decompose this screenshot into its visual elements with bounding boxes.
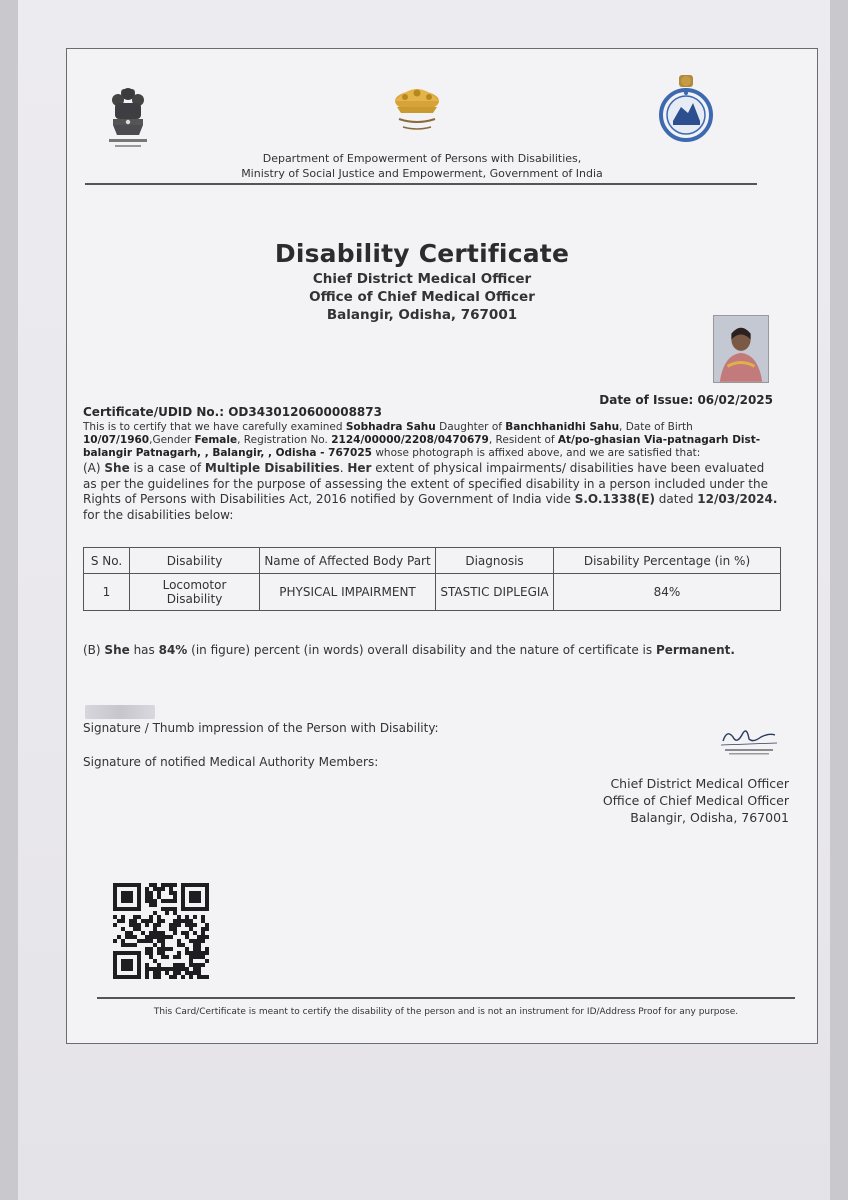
header-divider — [85, 183, 757, 185]
odisha-emblem-icon — [385, 83, 449, 135]
disability-statement-a: (A) She is a case of Multiple Disabilities. Her extent of physical impairments/ disabilities have been evaluated as per the guidelines for the purpose of assessing the extent of specified disability in a person included under the Rights of Persons with Disabilities Act, 2016 notified by Government of India vide S.O.1338(E) dated 12/03/2024. for the disabilities below: — [83, 461, 778, 522]
table-header-row — [84, 548, 781, 574]
disability-table — [83, 547, 781, 611]
cell-diagnosis: STASTIC DIPLEGIA — [436, 574, 554, 611]
odisha-seal-icon — [655, 73, 717, 143]
certification-statement: This is to certify that we have carefully examined Sobhadra Sahu Daughter of Banchhanidhi Sahu, Date of Birth 10/07/1960,Gender Female, Registration No. 2124/00000/2208/0470679, Resident of At/po-ghasian Via-patnagarh Dist-balangir Patnagarh, , Balangir, , Odisha - 767025 whose photograph is affixed above, and we are satisfied that: — [83, 421, 761, 459]
issue-date — [547, 393, 773, 407]
disability-statement-b: (B) She has 84% (in figure) percent (in words) overall disability and the nature of certificate is Permanent. — [83, 643, 735, 657]
certificate-number — [83, 405, 382, 419]
overall-percentage: 84% — [158, 643, 188, 657]
cell-sno: 1 — [84, 574, 130, 611]
page-title: Disability Certificate — [274, 239, 570, 268]
certificate-card — [66, 48, 818, 1044]
department-line: Department of Empowerment of Persons with Disabilities, — [262, 152, 582, 165]
table-row — [84, 574, 781, 611]
column-header: Name of Affected Body Part — [260, 548, 436, 574]
issuing-authority — [527, 775, 789, 826]
issuer-address: Balangir, Odisha, 767001 — [326, 307, 518, 323]
column-header: Disability Percentage (in %) — [554, 548, 781, 574]
disability-case: Multiple Disabilities — [204, 461, 340, 475]
authority-title: Chief District Medical Officer — [610, 776, 789, 791]
column-header: Diagnosis — [436, 548, 554, 574]
ministry-line: Ministry of Social Justice and Empowerment, Government of India — [241, 167, 603, 180]
authority-address: Balangir, Odisha, 767001 — [630, 810, 789, 825]
notification-number: S.O.1338(E) — [574, 492, 655, 506]
cell-percentage: 84% — [554, 574, 781, 611]
footer-note: This Card/Certificate is meant to certify the disability of the person and is not an instrument for ID/Address Proof for any purpose. — [153, 1007, 739, 1017]
column-header: Disability — [130, 548, 260, 574]
person-name: Sobhadra Sahu — [345, 421, 436, 433]
officer-signature — [717, 721, 781, 761]
udid-label: Certificate/UDID No.: — [83, 405, 225, 419]
gender: Female — [194, 434, 238, 446]
date-of-birth: 10/07/1960 — [83, 434, 150, 446]
registration-number: 2124/00000/2208/0470679 — [331, 434, 489, 446]
issuer-office: Office of Chief Medical Officer — [309, 289, 535, 305]
department-header — [217, 151, 627, 181]
issue-date-label: Date of Issue: — [599, 393, 694, 407]
issue-date-value: 06/02/2025 — [697, 393, 773, 407]
cell-disability: Locomotor Disability — [130, 574, 260, 611]
issuer-title: Chief District Medical Officer — [312, 271, 532, 287]
authority-office: Office of Chief Medical Officer — [602, 793, 789, 808]
footer-divider — [97, 997, 795, 999]
applicant-signature — [85, 705, 155, 719]
udid-value: OD3430120600008873 — [228, 405, 382, 419]
parent-name: Banchhanidhi Sahu — [505, 421, 620, 433]
cell-body-part: PHYSICAL IMPAIRMENT — [260, 574, 436, 611]
certificate-nature: Permanent. — [655, 643, 735, 657]
applicant-photo — [713, 315, 769, 383]
national-emblem-icon — [107, 85, 149, 153]
notification-date: 12/03/2024. — [697, 492, 778, 506]
column-header: S No. — [84, 548, 130, 574]
resident-address: At/po-ghasian Via-patnagarh Dist-balangir Patnagarh, , Balangir, , Odisha - 767025 — [83, 434, 761, 459]
medical-signature-label: Signature of notified Medical Authority Members: — [83, 755, 379, 769]
qr-code — [113, 883, 209, 979]
thumb-signature-label: Signature / Thumb impression of the Person with Disability: — [83, 721, 439, 735]
